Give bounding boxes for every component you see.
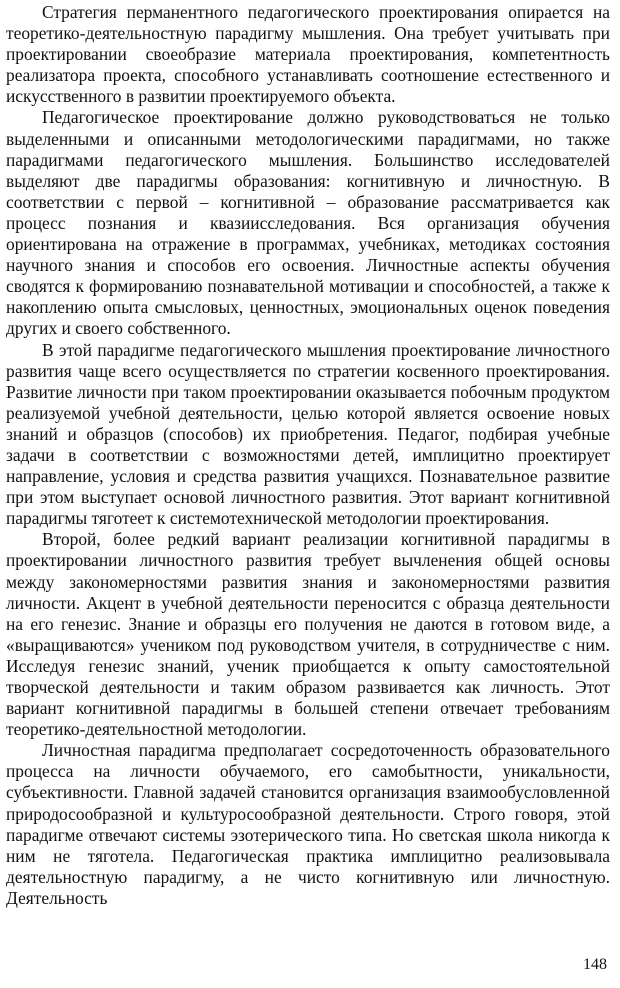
paragraph-4: Второй, более редкий вариант реализации когнитивной парадигмы в проектировании личностного развития требует вычленения общей основы между закономерностями развития знания и закономерностями развития личности. Акцент в учебной деятельности переносится с образца деятельности на его генезис. Знание и образцы его получения не даются в готовом виде, а «выращиваются» учеником под руководством учителя, в сотрудничестве с ним. Исследуя генезис знаний, ученик приобщается к опыту самостоятельной творческой деятельности и таким образом развивается как личность. Этот вариант когнитивной парадигмы в большей степени отвечает требованиям теоретико-деятельностной методологии. (6, 529, 610, 740)
paragraph-3: В этой парадигме педагогического мышления проектирование личностного развития чаще всего осуществляется по стратегии косвенного проектирования. Развитие личности при таком проектировании оказывается побочным продуктом реализуемой учебной деятельности, целью которой является освоение новых знаний и образцов (способов) их приобретения. Педагог, подбирая учебные задачи в соответствии с возможностями детей, имплицитно проектирует направление, условия и средства развития учащихся. Познавательное развитие при этом выступает основой личностного развития. Этот вариант когнитивной парадигмы тяготеет к системотехнической методологии проектирования. (6, 339, 610, 529)
paragraph-5: Личностная парадигма предполагает сосредоточенность образовательного процесса на личности обучаемого, его самобытности, уникальности, субъективности. Главной задачей становится организация взаимообусловленной природосообразной и культуросообразной деятельности. Строго говоря, этой парадигме отвечают системы эзотерического типа. Но светская школа никогда к ним не тяготела. Педагогическая практика имплицитно реализовывала деятельностную парадигму, а не чисто когнитивную или личностную. Деятельность (6, 740, 610, 908)
page-number: 148 (583, 956, 607, 973)
paragraph-2: Педагогическое проектирование должно руководствоваться не только выделенными и описанными методологическими парадигмами, но также парадигмами педагогического мышления. Большинство исследователей выделяют две парадигмы образования: когнитивную и личностную. В соответствии с первой – когнитивной – образование рассматривается как процесс познания и квазиисследования. Вся организация обучения ориентирована на отражение в программах, учебниках, методиках состояния научного знания и способов его освоения. Личностные аспекты обучения сводятся к формированию познавательной мотивации и способностей, а также к накоплению опыта смысловых, ценностных, эмоциональных оценок поведения других и своего собственного. (6, 107, 610, 339)
paragraph-1: Стратегия перманентного педагогического проектирования опирается на теоретико-деятельностную парадигму мышления. Она требует учитывать при проектировании своеобразие материала проектирования, компетентность реализатора проекта, способного устанавливать соотношение естественного и искусственного в развитии проектируемого объекта. (6, 2, 610, 107)
